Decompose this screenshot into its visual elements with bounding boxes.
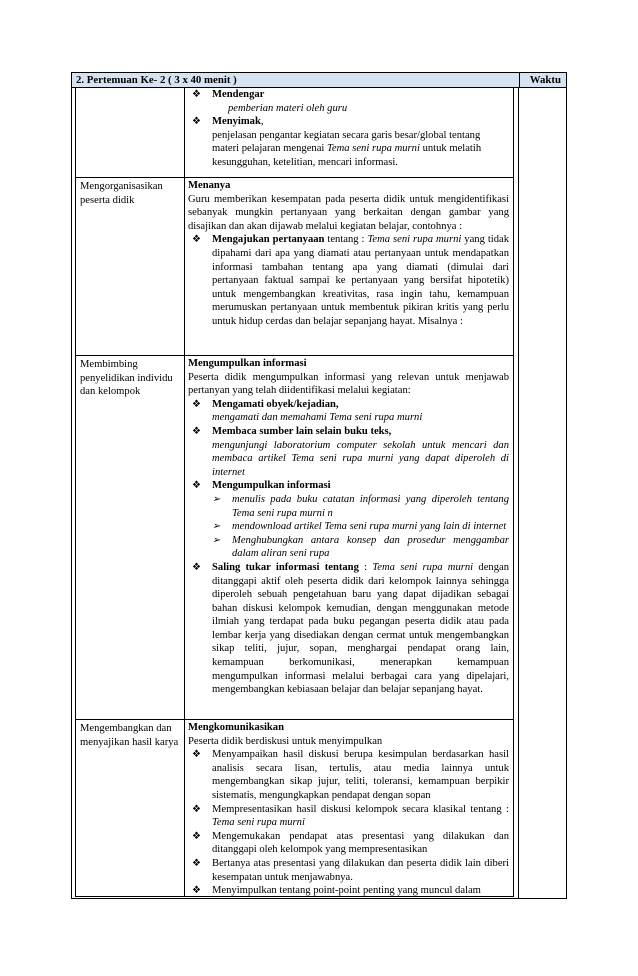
item-text: Menyimpulkan tentang point-point penting yang muncul dalam xyxy=(212,885,481,897)
item-text: Mengemukakan pendapat atas presentasi yang dilakukan dan ditanggapi oleh kelompok yang mempresentasikan xyxy=(212,830,509,856)
row0-right-cell xyxy=(185,87,513,177)
sub-list-item xyxy=(188,534,509,561)
item-text: Mempresentasikan hasil diskusi kelompok secara klasikal tentang : xyxy=(212,803,509,815)
item-title: Mendengar xyxy=(212,89,265,100)
session-title: 2. Pertemuan Ke- 2 ( 3 x 40 menit ) xyxy=(76,74,237,86)
list-item xyxy=(188,88,509,102)
section-paragraph: Peserta didik berdiskusi untuk menyimpulkan xyxy=(188,735,383,747)
list-item xyxy=(188,803,509,830)
diamond-bullet-icon: ❖ xyxy=(192,830,201,842)
text-run: Mengajukan pertanyaan xyxy=(212,234,325,246)
diamond-bullet-icon: ❖ xyxy=(192,857,201,869)
text-run: Tema seni rupa murni xyxy=(372,561,474,573)
diamond-bullet-icon: ❖ xyxy=(192,749,201,761)
item-title: Membaca sumber lain selain buku teks, xyxy=(212,425,392,437)
diamond-bullet-icon: ❖ xyxy=(192,480,201,492)
diamond-bullet-icon: ❖ xyxy=(192,885,201,897)
item-title: Mengamati obyek/kejadian, xyxy=(212,398,339,410)
section-heading: Menanya xyxy=(188,180,231,191)
sub-item-text: menulis pada buku catatan informasi yang diperoleh tentang Tema seni rupa murni n xyxy=(232,493,509,519)
item-sub-line: kesungguhan, ketelitian, mencari informasi. xyxy=(212,156,398,168)
list-item xyxy=(188,425,509,439)
sub-item-text: mendownload artikel Tema seni rupa murni yang lain di internet xyxy=(232,521,507,533)
diamond-bullet-icon: ❖ xyxy=(192,803,201,815)
diamond-bullet-icon: ❖ xyxy=(192,89,201,100)
text-run: Saling tukar informasi tentang xyxy=(212,561,359,573)
item-title: Mengumpulkan informasi xyxy=(212,480,331,492)
text-run: Tema seni rupa murni xyxy=(327,143,420,155)
sub-list-item xyxy=(188,493,509,520)
list-item xyxy=(188,748,509,802)
section-paragraph: Peserta didik mengumpulkan informasi yang relevan untuk menjawab pertanyan yang telah diidentifikasi melalui kegiatan: xyxy=(188,371,509,397)
row-menanya xyxy=(75,177,514,356)
row1-left-cell: Mengorganisasikan peserta didik xyxy=(76,178,185,355)
row-continuation xyxy=(75,87,514,178)
item-sub: mengunjungi laboratorium computer sekolah untuk mencari dan membaca artikel Tema seni rupa murni yang dapat diperoleh di internet xyxy=(212,439,509,478)
list-item xyxy=(188,233,509,328)
item-sub-line: penjelasan pengantar kegiatan secara garis besar/global tentang xyxy=(212,129,481,141)
arrow-bullet-icon: ➢ xyxy=(212,534,221,546)
row1-right-cell xyxy=(185,178,513,355)
row-mengumpulkan xyxy=(75,355,514,720)
session-header xyxy=(71,72,567,88)
row3-right-cell xyxy=(185,720,513,896)
item-text: Menyampaikan hasil diskusi berupa kesimpulan berdasarkan hasil analisis secara lisan, tertulis, atau media lainnya untuk mengembangkan sikap jujur, teliti, toleransi, kemampuan berpikir sistematis, mengungkapkan pendapat dengan sopan xyxy=(212,749,509,801)
item-sub: mengamati dan memahami Tema seni rupa murni xyxy=(212,412,423,424)
diamond-bullet-icon: ❖ xyxy=(192,398,201,410)
list-item xyxy=(188,884,509,898)
item-title-suffix: , xyxy=(260,116,264,128)
list-item xyxy=(188,115,509,129)
diamond-bullet-icon: ❖ xyxy=(192,425,201,437)
arrow-bullet-icon: ➢ xyxy=(212,493,221,505)
text-run: untuk melatih xyxy=(419,143,482,155)
list-item xyxy=(188,561,509,697)
section-paragraph: Guru memberikan kesempatan pada peserta didik untuk mengidentifikasi sebanyak mungkin pertanyaan yang berkaitan dengan gambar yang disajikan dan akan dijawab melalui kegiatan belajar, contohnya : xyxy=(188,193,509,232)
text-run: yang tidak dipahami dari apa yang diamati atau pertanyaan untuk mendapatkan informasi tambahan tentang apa yang diamati (dimulai dari pertanyaan faktual sampai ke pertanyaan yang bersifat hipotetik) untuk mengembangkan kreativitas, rasa ingin tahu, kemampuan merumuskan pertanyaan untuk membentuk pikiran kritis yang perlu untuk hidup cerdas dan belajar sepanjang hayat. Misalnya : xyxy=(212,234,510,327)
row-mengkomunikasikan xyxy=(75,719,514,897)
list-item xyxy=(188,479,509,493)
diamond-bullet-icon: ❖ xyxy=(192,561,201,573)
arrow-bullet-icon: ➢ xyxy=(212,521,221,533)
item-sub-line xyxy=(188,142,509,156)
list-item xyxy=(188,398,509,412)
item-title: Menyimak xyxy=(212,116,261,128)
header-divider xyxy=(519,73,520,87)
sub-item-text: Menghubungkan antara konsep dan prosedur menggambar dalam aliran seni rupa xyxy=(232,534,509,560)
diamond-bullet-icon: ❖ xyxy=(192,234,201,246)
row3-left-cell: Mengembangkan dan menyajikan hasil karya xyxy=(76,720,185,896)
text-run: Tema seni rupa murni xyxy=(212,817,305,829)
text-run: tentang : xyxy=(324,234,368,246)
row2-left-cell: Membimbing penyelidikan individu dan kelompok xyxy=(76,356,185,719)
waktu-label: Waktu xyxy=(529,74,561,86)
list-item xyxy=(188,857,509,884)
text-run: Tema seni rupa murni xyxy=(367,234,462,246)
item-sub: pemberian materi oleh guru xyxy=(228,102,348,114)
sub-list-item xyxy=(188,520,509,534)
text-run: : xyxy=(358,561,373,573)
text-run: dengan ditanggapi aktif oleh peserta didik dari kelompok lainnya sehingga diperoleh sebuah pengetahuan baru yang dapat dijadikan sebagai bahan diskusi kelompok kemudian, dengan menggunakan metode ilmiah yang terdapat pada buku pegangan peserta didik atau pada lembar kerja yang disediakan dengan cermat untuk mengembangkan sikap teliti, jujur, sopan, menghargai pendapat orang lain, kemampuan berkomunikasi, menerapkan kemampuan mengumpulkan informasi melalui berbagai cara yang dipelajari, mengembangkan kebiasaan belajar dan belajar sepanjang hayat. xyxy=(212,561,509,696)
row2-right-cell xyxy=(185,356,513,719)
waktu-column-line xyxy=(518,87,519,899)
list-item xyxy=(188,830,509,857)
diamond-bullet-icon: ❖ xyxy=(192,116,201,128)
item-text: Bertanya atas presentasi yang dilakukan dan peserta didik lain diberi kesempatan untuk menjawabnya. xyxy=(212,857,509,883)
row0-left-cell xyxy=(76,87,185,177)
text-run: materi pelajaran mengenai xyxy=(212,143,328,155)
section-heading: Mengumpulkan informasi xyxy=(188,358,307,369)
section-heading: Mengkomunikasikan xyxy=(188,722,284,733)
